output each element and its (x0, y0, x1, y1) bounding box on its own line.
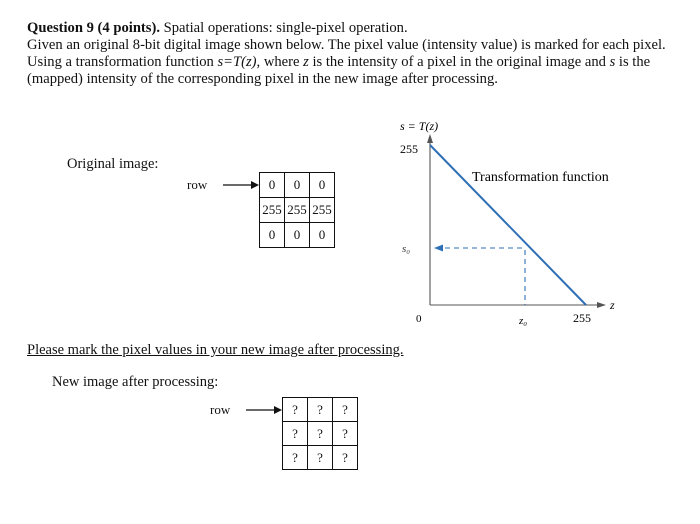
pixel-cell: ? (333, 446, 358, 470)
var-s: s (609, 54, 616, 70)
graph-function-label: Transformation function (472, 170, 609, 185)
pixel-cell: 0 (310, 223, 335, 248)
pixel-cell: ? (333, 398, 358, 422)
new-pixel-grid (282, 397, 358, 470)
pixel-cell: ? (283, 422, 308, 446)
pixel-cell: 0 (260, 173, 285, 198)
instruction-text: Please mark the pixel values in your new image after processing. (27, 342, 404, 358)
question-line2-b: , where (256, 54, 304, 70)
graph-origin-label: 0 (416, 313, 422, 325)
pixel-cell: 0 (285, 173, 310, 198)
question-text (27, 20, 667, 88)
table-row (260, 198, 335, 223)
table-row (283, 422, 358, 446)
graph-y-max: 255 (400, 142, 418, 156)
row-arrow-icon (222, 179, 260, 191)
pixel-cell: 0 (285, 223, 310, 248)
transformation-line (430, 145, 586, 305)
graph-x-max: 255 (573, 311, 591, 325)
graph-x-label: z (610, 298, 615, 312)
question-line2-a: Using a transformation function (27, 54, 218, 70)
pixel-cell: ? (308, 398, 333, 422)
original-pixel-grid (259, 172, 335, 248)
pixel-cell: ? (308, 422, 333, 446)
pixel-cell: ? (283, 446, 308, 470)
var-z: z (303, 54, 309, 70)
pixel-cell: 255 (285, 198, 310, 223)
table-row (260, 223, 335, 248)
graph-y-label: s = T(z) (400, 119, 439, 133)
question-line1: Given an original 8-bit digital image shown below. The pixel value (intensity value) is marked for each pixel. (27, 37, 666, 53)
transformation-graph (390, 112, 650, 337)
question-heading: Question 9 (4 points). (27, 20, 160, 36)
table-row (283, 398, 358, 422)
table-row (283, 446, 358, 470)
pixel-cell: ? (333, 422, 358, 446)
pixel-cell: 0 (260, 223, 285, 248)
pixel-cell: 0 (310, 173, 335, 198)
row-arrow-icon (245, 404, 283, 416)
question-title: Spatial operations: single-pixel operation. (159, 20, 408, 36)
question-line2-c: is the intensity of a pixel in the original image and (308, 54, 610, 70)
table-row (260, 173, 335, 198)
graph-s0-label: s₀ (402, 243, 411, 255)
new-row-label: row (210, 402, 231, 417)
new-image-label: New image after processing: (52, 374, 219, 390)
original-row-label: row (187, 177, 208, 192)
pixel-cell: 255 (260, 198, 285, 223)
equation: s=T(z) (217, 54, 257, 70)
pixel-cell: 255 (310, 198, 335, 223)
y-axis-arrow-icon (427, 134, 433, 143)
x-axis-arrow-icon (597, 302, 606, 308)
question-line2-d: is the (mapped) intensity of the corresponding pixel in the new image after processing. (27, 54, 651, 87)
pixel-cell: ? (283, 398, 308, 422)
s0-arrow-icon (434, 245, 443, 252)
graph-z0-label: z₀ (519, 315, 528, 327)
pixel-cell: ? (308, 446, 333, 470)
original-image-label: Original image: (67, 156, 159, 172)
